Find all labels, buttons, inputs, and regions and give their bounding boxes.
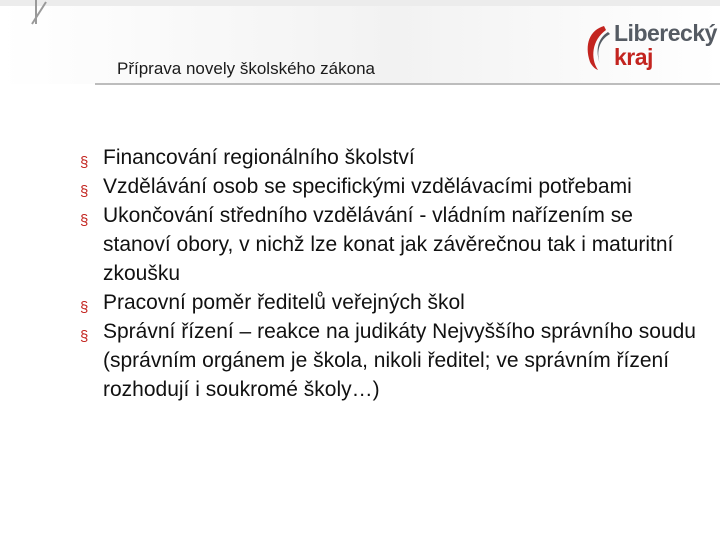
logo-text bbox=[614, 22, 717, 69]
section-bullet-icon: § bbox=[80, 183, 89, 200]
section-bullet-icon: § bbox=[80, 328, 89, 345]
bullet-list bbox=[78, 143, 698, 404]
bullet-item bbox=[78, 201, 698, 288]
bullet-item bbox=[78, 143, 698, 172]
logo-line2: kraj bbox=[614, 44, 653, 70]
section-bullet-icon: § bbox=[80, 154, 89, 171]
bullet-item bbox=[78, 317, 698, 404]
bullet-item bbox=[78, 288, 698, 317]
top-strip bbox=[0, 0, 720, 6]
bullet-text: Vzdělávání osob se specifickými vzdělávacími potřebami bbox=[103, 175, 632, 198]
page-title: Příprava novely školského zákona bbox=[117, 59, 375, 78]
bullet-text: Ukončování středního vzdělávání - vládním nařízením se stanoví obory, v nichž lze konat jak závěrečnou tak i maturitní zkoušku bbox=[103, 204, 674, 285]
logo-swoosh-icon bbox=[582, 22, 616, 74]
liberecky-kraj-logo bbox=[582, 20, 717, 74]
section-bullet-icon: § bbox=[80, 299, 89, 316]
corner-decoration bbox=[28, 0, 58, 30]
header-divider bbox=[95, 83, 720, 85]
logo-line1: Liberecký bbox=[614, 20, 717, 46]
section-bullet-icon: § bbox=[80, 212, 89, 229]
slide-content bbox=[78, 143, 698, 404]
bullet-text: Správní řízení – reakce na judikáty Nejvyššího správního soudu (správním orgánem je škola, nikoli ředitel; ve správním řízení rozhodují i soukromé školy…) bbox=[103, 320, 696, 401]
bullet-item bbox=[78, 172, 698, 201]
bullet-text: Financování regionálního školství bbox=[103, 146, 415, 169]
bullet-text: Pracovní poměr ředitelů veřejných škol bbox=[103, 291, 465, 314]
